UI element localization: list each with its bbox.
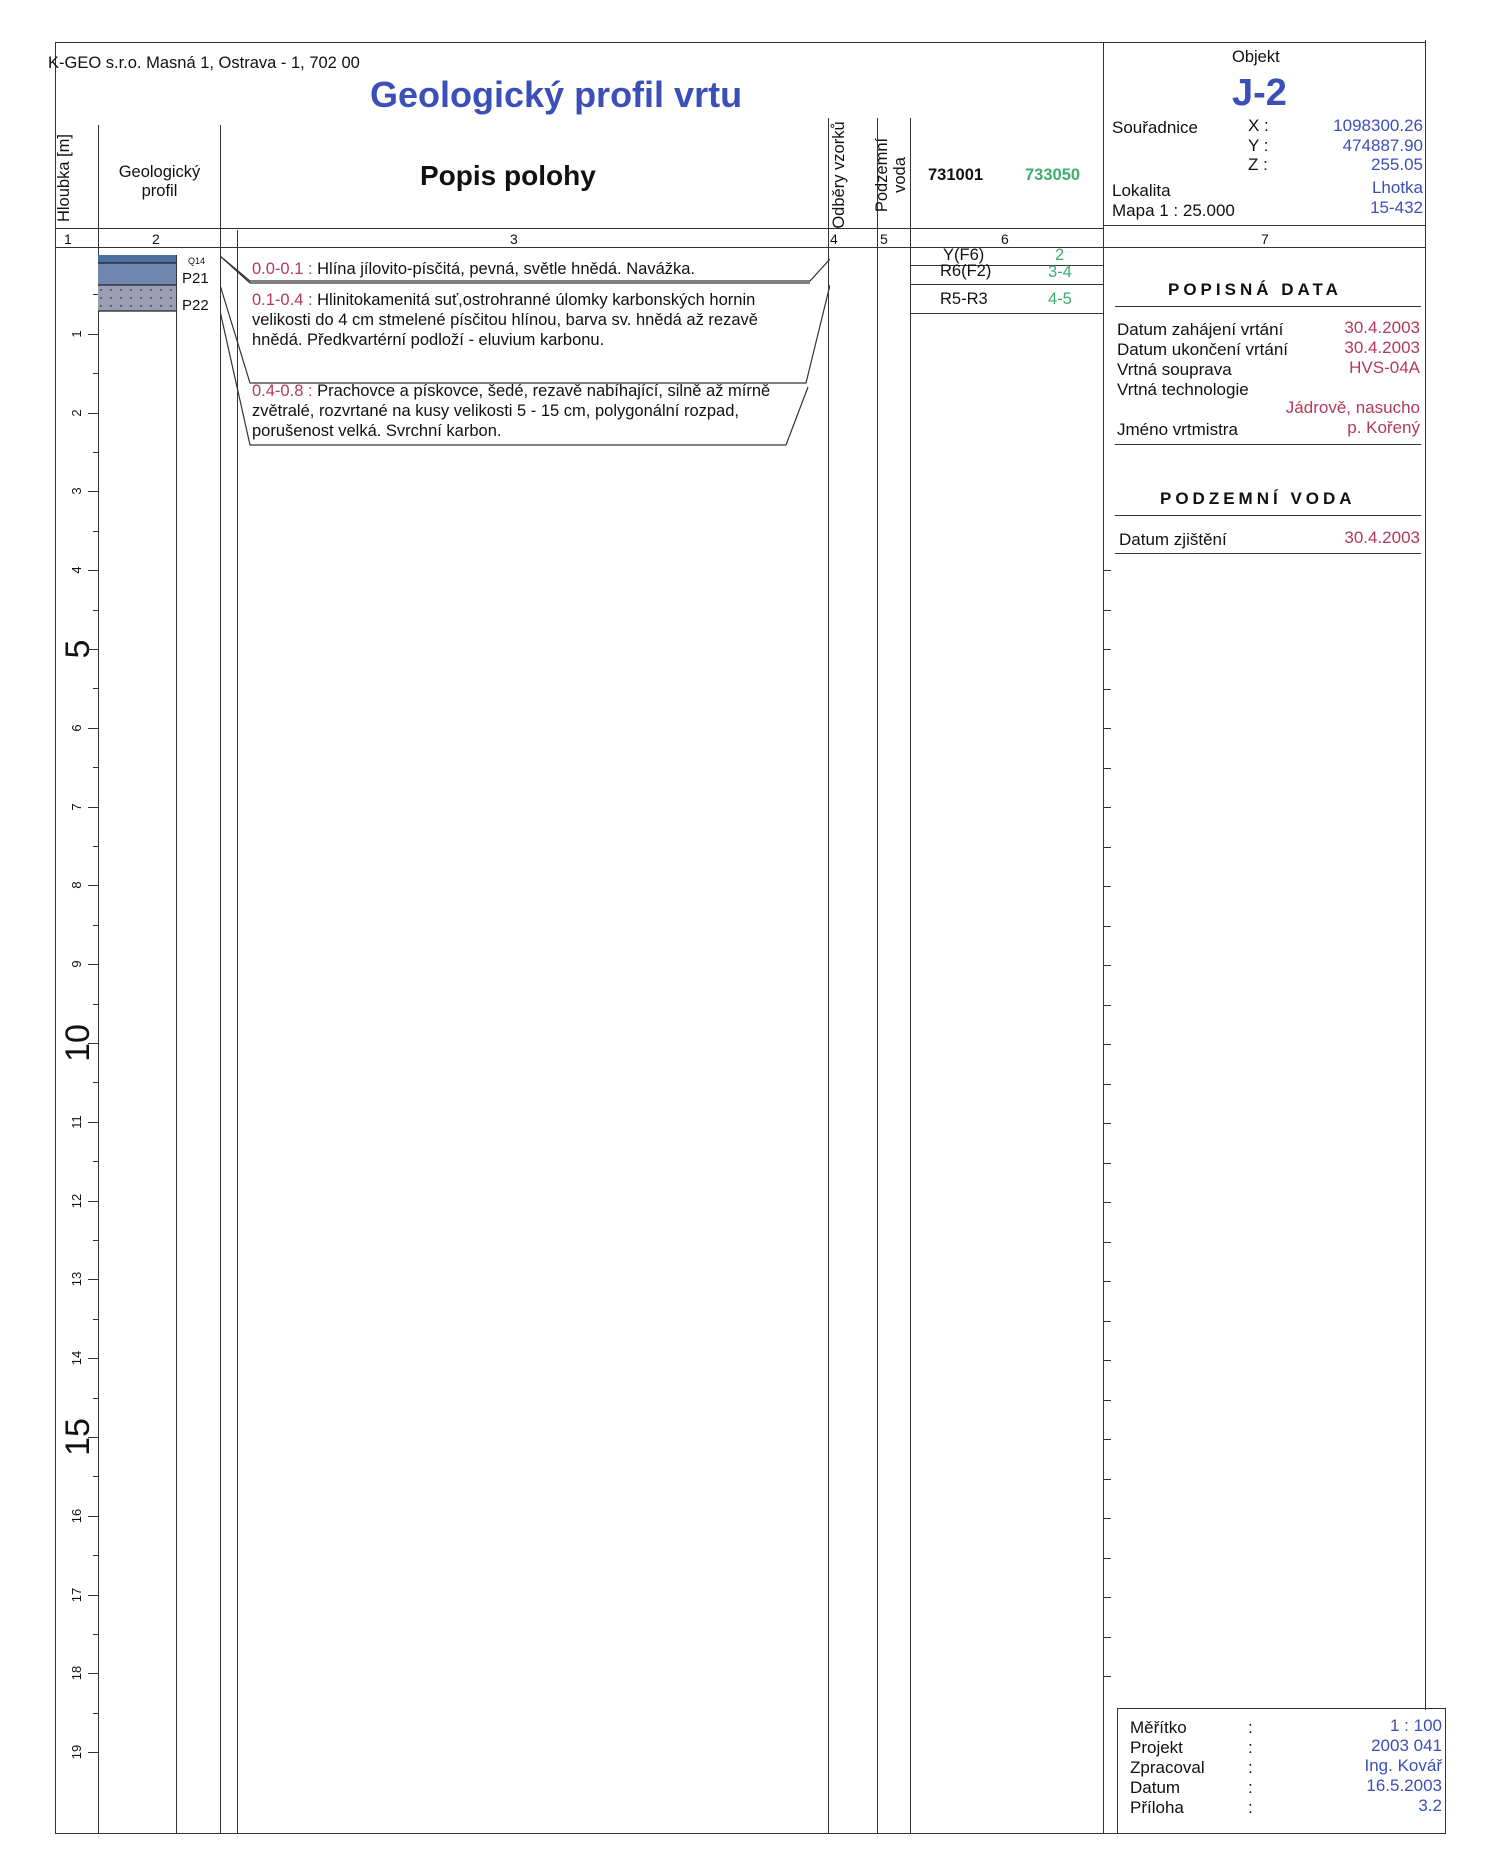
scale-label: Měřítko	[1130, 1718, 1187, 1737]
project-colon: :	[1248, 1738, 1253, 1757]
col-num-6: 6	[1001, 231, 1009, 247]
col-num-1: 1	[64, 231, 72, 247]
col-div-2a	[176, 255, 177, 1833]
code-731001: 731001	[928, 166, 984, 184]
geo-profile-graphic	[98, 255, 178, 325]
map-label: Mapa 1 : 25.000	[1112, 201, 1235, 220]
profile-code-p22: P22	[182, 297, 209, 314]
frame-divider-right-panel	[1103, 42, 1104, 1833]
col-num-3: 3	[510, 231, 518, 247]
depth-label-15: 15	[59, 1418, 97, 1456]
depth-tick	[88, 1595, 98, 1596]
frame-right-footer	[1445, 1708, 1446, 1834]
depth-label-11: 11	[69, 1115, 84, 1129]
coord-x-label: X :	[1248, 116, 1269, 135]
layer-fill-2	[98, 263, 176, 285]
layer-2-range: 0.1-0.4 :	[252, 291, 313, 309]
layer-2-text: Hlinitokamenitá suť,ostrohranné úlomky karbonských hornin velikosti do 4 cm stmelené písčitou hlínou, barva sv. hnědá až rezavě hnědá. Předkvartérní podloží - eluvium karbonu.	[252, 291, 758, 349]
gw-date-value: 30.4.2003	[1344, 528, 1420, 547]
date-colon: :	[1248, 1778, 1253, 1797]
depth-minor-tick	[93, 610, 98, 611]
scale-colon: :	[1248, 1718, 1253, 1737]
depth-label-18: 18	[69, 1666, 84, 1681]
coord-y-value: 474887.90	[1342, 136, 1423, 155]
layer-pattern-3	[98, 285, 176, 311]
col-num-7: 7	[1261, 231, 1269, 247]
header-line-1	[55, 228, 1103, 229]
layer-2	[252, 290, 782, 350]
right-panel-tick	[1103, 610, 1111, 611]
col-header-geo-profile: Geologický profil	[118, 163, 201, 200]
depth-tick	[88, 491, 98, 492]
header-line-2	[55, 247, 1425, 248]
depth-label-7: 7	[69, 802, 84, 811]
class-line-1	[910, 265, 1103, 266]
depth-label-17: 17	[69, 1587, 84, 1602]
scale-value: 1 : 100	[1390, 1716, 1442, 1735]
depth-label-16: 16	[69, 1508, 84, 1524]
frame-right	[1425, 40, 1426, 1710]
depth-tick	[88, 570, 98, 571]
coord-y-label: Y :	[1248, 136, 1269, 155]
depth-minor-tick	[93, 767, 98, 768]
locality-value: Lhotka	[1371, 178, 1423, 197]
depth-label-13: 13	[69, 1272, 84, 1287]
layer-3	[252, 381, 782, 441]
depth-label-14: 14	[69, 1350, 84, 1366]
depth-minor-tick	[93, 452, 98, 453]
date-value: 16.5.2003	[1366, 1776, 1442, 1795]
col-header-depth: Hloubka [m]	[55, 133, 73, 223]
depth-tick	[88, 1437, 98, 1438]
author-colon: :	[1248, 1758, 1253, 1777]
depth-minor-tick	[93, 1398, 98, 1399]
layer-3-range: 0.4-0.8 :	[252, 382, 313, 400]
class-line-3	[910, 313, 1103, 314]
descriptive-title-line	[1115, 306, 1421, 307]
right-panel-tick	[1103, 1281, 1111, 1282]
rig-value: HVS-04A	[1349, 358, 1420, 377]
class-row-3-b: 4-5	[1048, 290, 1072, 308]
descriptive-title: POPISNÁ DATA	[1168, 280, 1342, 299]
right-panel-tick	[1103, 1637, 1111, 1638]
right-panel-tick	[1103, 1676, 1111, 1677]
right-panel-tick	[1103, 1321, 1111, 1322]
gw-date-label: Datum zjištění	[1119, 530, 1227, 549]
code-733050: 733050	[1025, 166, 1081, 184]
col-div-1	[98, 125, 99, 1833]
depth-minor-tick	[93, 1555, 98, 1556]
depth-tick	[88, 649, 98, 650]
project-label: Projekt	[1130, 1738, 1183, 1757]
descriptive-bottom-line	[1115, 444, 1421, 445]
depth-tick	[88, 1673, 98, 1674]
depth-tick	[88, 964, 98, 965]
page-title: Geologický profil vrtu	[370, 74, 743, 115]
map-value: 15-432	[1370, 198, 1423, 217]
col-num-2: 2	[152, 231, 160, 247]
object-label: Objekt	[1232, 48, 1280, 66]
right-panel-tick	[1103, 1479, 1111, 1480]
right-panel-tick	[1103, 768, 1111, 769]
depth-label-12: 12	[69, 1193, 84, 1208]
tech-value: Jádrově, nasucho	[1285, 398, 1420, 417]
coords-label: Souřadnice	[1112, 118, 1199, 137]
project-value: 2003 041	[1371, 1736, 1442, 1755]
profile-code-p21: P21	[182, 270, 209, 287]
company-name: K-GEO s.r.o. Masná 1, Ostrava - 1, 702 00	[48, 54, 360, 72]
class-row-2-b: 3-4	[1048, 263, 1072, 281]
right-panel-tick	[1103, 1044, 1111, 1045]
annex-label: Příloha	[1130, 1798, 1184, 1817]
right-panel-tick	[1103, 1360, 1111, 1361]
col-div-5	[910, 118, 911, 1833]
coord-x-value: 1098300.26	[1333, 116, 1423, 135]
depth-tick	[88, 1358, 98, 1359]
coord-z-value: 255.05	[1371, 155, 1423, 174]
right-panel-tick	[1103, 1558, 1111, 1559]
depth-minor-tick	[93, 1240, 98, 1241]
depth-tick	[88, 1043, 98, 1044]
author-label: Zpracoval	[1130, 1758, 1205, 1777]
col-div-4	[877, 118, 878, 1833]
depth-tick	[88, 334, 98, 335]
start-value: 30.4.2003	[1344, 318, 1420, 337]
class-row-1-b: 2	[1055, 246, 1065, 264]
depth-label-10: 10	[59, 1024, 97, 1062]
depth-label-19: 19	[69, 1744, 84, 1760]
footer-top-line	[1117, 1708, 1445, 1709]
depth-minor-tick	[93, 925, 98, 926]
depth-label-5: 5	[59, 639, 97, 659]
right-panel-tick	[1103, 926, 1111, 927]
driller-label: Jméno vrtmistra	[1117, 420, 1238, 439]
layer-1-range: 0.0-0.1 :	[252, 260, 313, 278]
depth-tick	[88, 413, 98, 414]
depth-minor-tick	[93, 1713, 98, 1714]
depth-minor-tick	[93, 531, 98, 532]
depth-tick	[88, 1279, 98, 1280]
driller-value: p. Kořený	[1347, 418, 1420, 437]
depth-minor-tick	[93, 1082, 98, 1083]
frame-top	[55, 42, 1425, 43]
class-line-2	[910, 284, 1103, 285]
right-panel-tick	[1103, 1518, 1111, 1519]
right-panel-tick	[1103, 807, 1111, 808]
layer-3-text: Prachovce a pískovce, šedé, rezavě nabíhající, silně až mírně zvětralé, rozvrtané na kusy velikosti 5 - 15 cm, polygonální rozpad, porušenost velká. Svrchní karbon.	[252, 382, 771, 440]
depth-label-3: 3	[69, 487, 84, 496]
right-panel-tick	[1103, 965, 1111, 966]
layer-1-text: Hlína jílovito-písčitá, pevná, světle hnědá. Navážka.	[317, 260, 696, 278]
annex-value: 3.2	[1418, 1796, 1442, 1815]
depth-tick	[88, 1201, 98, 1202]
col-header-groundwater: Podzemní voda	[873, 137, 909, 213]
groundwater-bottom-line	[1115, 553, 1421, 554]
col-header-description: Popis polohy	[420, 160, 596, 191]
right-panel-tick	[1103, 1439, 1111, 1440]
layer-fill-1	[98, 255, 176, 263]
depth-tick	[88, 1122, 98, 1123]
coord-z-label: Z :	[1248, 155, 1268, 174]
col-header-samples: Odběry vzorků	[830, 121, 848, 229]
depth-tick	[88, 1752, 98, 1753]
col-div-3-left	[237, 230, 238, 1833]
depth-tick	[88, 1516, 98, 1517]
author-value: Ing. Kovář	[1364, 1756, 1442, 1775]
depth-label-4: 4	[69, 566, 84, 574]
depth-minor-tick	[93, 1319, 98, 1320]
header-line-right	[1103, 225, 1425, 226]
depth-label-8: 8	[69, 881, 84, 890]
depth-label-6: 6	[69, 724, 84, 732]
layer-1	[252, 259, 812, 279]
depth-tick	[88, 807, 98, 808]
depth-minor-tick	[93, 373, 98, 374]
end-value: 30.4.2003	[1344, 338, 1420, 357]
depth-label-1: 1	[69, 330, 84, 338]
right-panel-tick	[1103, 1123, 1111, 1124]
right-panel-tick	[1103, 886, 1111, 887]
object-id: J-2	[1232, 72, 1287, 114]
right-panel-tick	[1103, 1084, 1111, 1085]
groundwater-title: PODZEMNÍ VODA	[1160, 489, 1356, 508]
frame-left	[55, 42, 56, 1834]
col-num-5: 5	[880, 231, 888, 247]
class-row-2-a: R6(F2)	[940, 262, 992, 280]
right-panel-tick	[1103, 728, 1111, 729]
right-panel-tick	[1103, 1163, 1111, 1164]
depth-label-9: 9	[69, 960, 84, 968]
start-label: Datum zahájení vrtání	[1117, 320, 1284, 339]
right-panel-tick	[1103, 1005, 1111, 1006]
class-row-1-a: Y(F6)	[943, 246, 985, 264]
tech-label: Vrtná technologie	[1117, 380, 1249, 399]
depth-tick	[88, 885, 98, 886]
groundwater-title-line	[1115, 515, 1421, 516]
rig-label: Vrtná souprava	[1117, 360, 1232, 379]
annex-colon: :	[1248, 1798, 1253, 1817]
class-row-3-a: R5-R3	[940, 290, 988, 308]
depth-minor-tick	[93, 688, 98, 689]
frame-bottom	[55, 1833, 1445, 1834]
depth-label-2: 2	[69, 408, 84, 417]
locality-label: Lokalita	[1112, 181, 1171, 200]
end-label: Datum ukončení vrtání	[1117, 340, 1289, 359]
depth-minor-tick	[93, 1161, 98, 1162]
footer-left-line	[1117, 1708, 1118, 1833]
right-panel-tick	[1103, 570, 1111, 571]
right-panel-tick	[1103, 1202, 1111, 1203]
date-label: Datum	[1130, 1778, 1181, 1797]
right-panel-tick	[1103, 1242, 1111, 1243]
profile-code-q14: Q14	[188, 256, 206, 266]
depth-minor-tick	[93, 1004, 98, 1005]
right-panel-tick	[1103, 1597, 1111, 1598]
depth-minor-tick	[93, 1634, 98, 1635]
depth-minor-tick	[93, 846, 98, 847]
depth-tick	[88, 728, 98, 729]
depth-minor-tick	[93, 1476, 98, 1477]
right-panel-tick	[1103, 649, 1111, 650]
right-panel-tick	[1103, 847, 1111, 848]
col-num-4: 4	[830, 231, 838, 247]
right-panel-tick	[1103, 689, 1111, 690]
right-panel-tick	[1103, 1400, 1111, 1401]
